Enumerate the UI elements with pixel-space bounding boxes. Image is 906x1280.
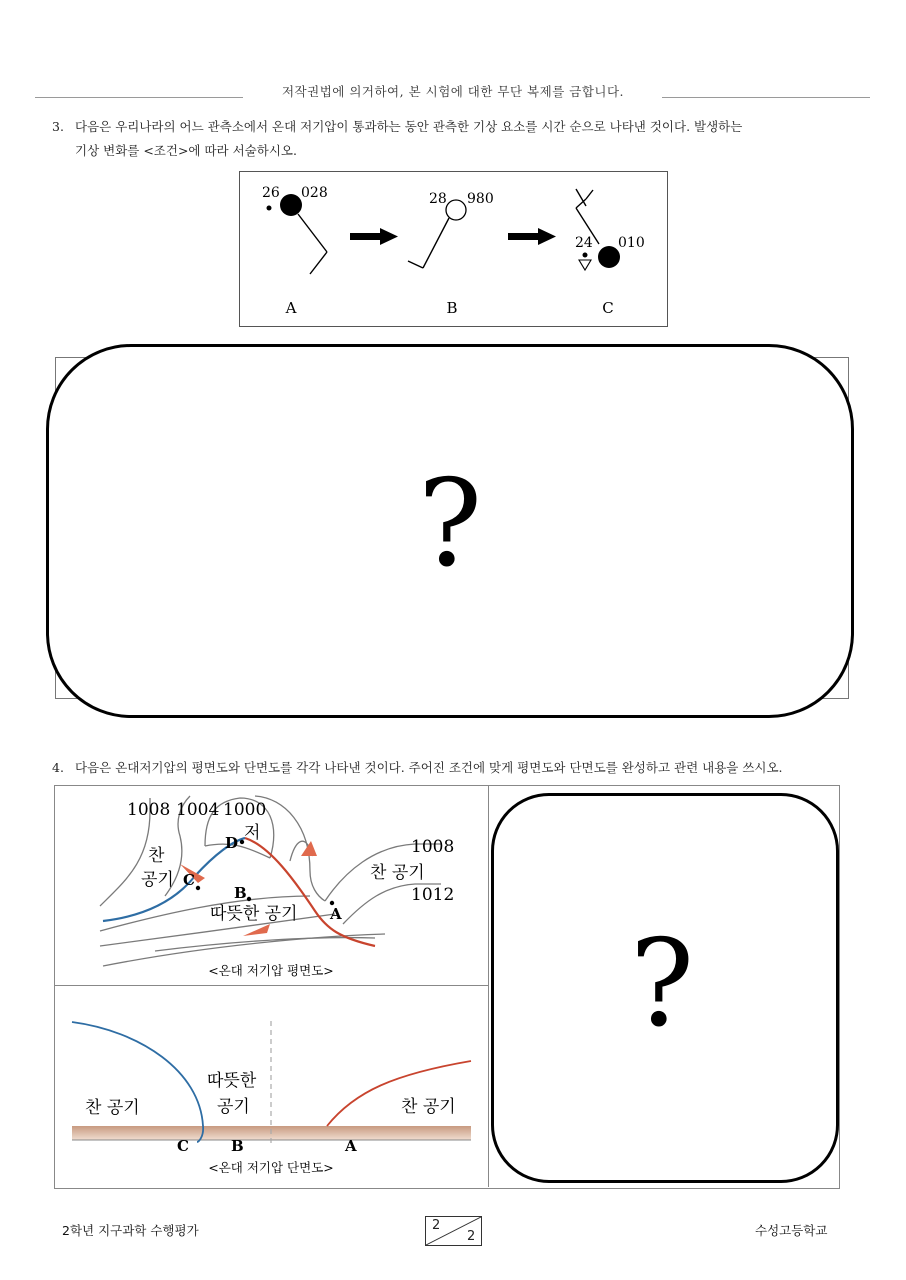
shower-triangle-icon [579,260,591,270]
station-a [262,185,328,317]
section-point-a: A [345,1137,357,1155]
station-a-temp: 26 [262,185,280,201]
point-c: C [183,871,195,889]
isobar-label-1000: 1000 [223,800,267,820]
point-c-dot [196,886,200,890]
station-c-temp: 24 [575,235,593,251]
station-b-pressure: 980 [467,191,494,207]
isobar-label-1008: 1008 [127,800,171,820]
station-c-pressure: 010 [618,235,645,251]
header-rule-right [662,97,870,98]
page-current: 2 [432,1218,441,1233]
footer-school: 수성고등학교 [755,1223,828,1238]
cross-section-figure [55,986,488,1186]
plan-view-figure [55,786,488,984]
station-b-label: B [446,299,458,317]
point-b-dot [247,897,251,901]
section-warm-line1: 따뜻한 [207,1071,257,1091]
section-cold-right: 찬 공기 [401,1097,456,1117]
q4-number: 4. [52,760,64,775]
q4-divider-vertical [488,785,489,1187]
wind-shaft [423,218,449,268]
page-indicator [425,1216,482,1246]
isobar-label-1004: 1004 [176,800,220,820]
point-a-dot [330,901,334,905]
cold-air-left-line2: 공기 [141,870,174,890]
cross-section-diagram [55,986,488,1186]
section-point-c: C [177,1137,189,1155]
arrow-right-icon [508,228,556,245]
footer-course: 2학년 지구과학 수행평가 [62,1223,199,1238]
cold-air-right: 찬 공기 [370,863,425,883]
question-mark-icon: ? [417,455,483,594]
q3-number: 3. [52,119,64,134]
clear-sky-circle-icon [446,200,466,220]
q4-text: 다음은 온대저기압의 평면도와 단면도를 각각 나타낸 것이다. 주어진 조건에 맞게 평면도와 단면도를 완성하고 관련 내용을 쓰시오. [75,760,783,775]
station-a-label: A [285,299,297,317]
section-cold-left: 찬 공기 [85,1098,140,1118]
wind-shaft [298,214,327,252]
point-d: D [225,834,239,852]
cold-air-left-line1: 찬 [148,846,165,866]
station-c [575,189,645,317]
point-b: B [234,884,247,902]
q3-text-line1: 다음은 우리나라의 어느 관측소에서 온대 저기압이 통과하는 동안 관측한 기상 요소를 시간 순으로 나타낸 것이다. 발생하는 [75,119,743,134]
overcast-circle-icon [598,246,620,268]
rain-dot-icon [583,253,588,258]
isobar-label-1012: 1012 [411,885,455,905]
station-model-diagram [240,172,667,326]
station-b [408,191,494,317]
plan-view-diagram [55,786,488,984]
copyright-notice: 저작권법에 의거하여, 본 시험에 대한 무단 복제를 금합니다. [281,84,625,99]
section-point-b: B [231,1137,244,1155]
point-d-dot [240,840,244,844]
q3-text-line2: 기상 변화를 <조건>에 따라 서술하시오. [75,143,297,158]
section-caption: <온대 저기압 단면도> [208,1160,334,1175]
wind-barb [310,252,327,274]
question-mark-icon: ? [629,915,695,1054]
point-a: A [330,905,342,923]
station-c-label: C [602,299,614,317]
arrow-right-icon [350,228,398,245]
wind-barb [408,261,423,268]
plan-caption: <온대 저기압 평면도> [208,963,334,978]
wind-barb [586,190,593,199]
warm-air-label: 따뜻한 공기 [210,904,298,924]
overcast-circle-icon [280,194,302,216]
page-total: 2 [467,1229,476,1244]
cold-front-boundary [72,1022,203,1142]
station-model-figure [239,171,668,327]
rain-dot-icon [267,206,272,211]
station-b-temp: 28 [429,191,447,207]
isobar-label-1008-right: 1008 [411,837,455,857]
section-warm-line2: 공기 [217,1097,250,1117]
station-a-pressure: 028 [301,185,328,201]
low-pressure-label: 저 [244,823,261,843]
header-rule-left [35,97,243,98]
